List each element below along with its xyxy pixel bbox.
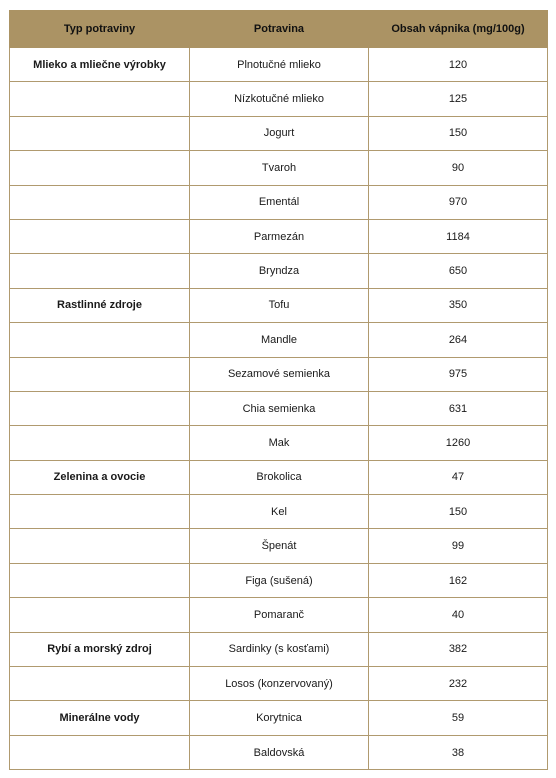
- cell-calcium-value: 150: [369, 495, 548, 529]
- calcium-content-table: [9, 10, 548, 770]
- cell-food: Sardinky (s kosťami): [190, 632, 369, 666]
- cell-calcium-value: 120: [369, 48, 548, 82]
- cell-food-type: [10, 391, 190, 425]
- table-row: [10, 48, 548, 82]
- cell-food: Brokolica: [190, 460, 369, 494]
- header-food: Potravina: [190, 11, 369, 48]
- table-row: [10, 563, 548, 597]
- cell-food: Mandle: [190, 323, 369, 357]
- cell-food-type: [10, 254, 190, 288]
- table-header: [10, 11, 548, 48]
- cell-food: Nízkotučné mlieko: [190, 82, 369, 116]
- cell-calcium-value: 975: [369, 357, 548, 391]
- cell-food-type: Rybí a morský zdroj: [10, 632, 190, 666]
- cell-food: Mak: [190, 426, 369, 460]
- cell-food-type: [10, 185, 190, 219]
- cell-food: Figa (sušená): [190, 563, 369, 597]
- table-body: [10, 48, 548, 770]
- table-row: [10, 460, 548, 494]
- cell-calcium-value: 232: [369, 667, 548, 701]
- cell-food-type: [10, 426, 190, 460]
- cell-calcium-value: 40: [369, 598, 548, 632]
- calcium-table-container: [9, 10, 547, 770]
- header-row: [10, 11, 548, 48]
- cell-food: Chia semienka: [190, 391, 369, 425]
- cell-food: Plnotučné mlieko: [190, 48, 369, 82]
- cell-calcium-value: 162: [369, 563, 548, 597]
- table-row: [10, 735, 548, 769]
- cell-food-type: [10, 735, 190, 769]
- cell-food: Tvaroh: [190, 151, 369, 185]
- table-row: [10, 116, 548, 150]
- cell-calcium-value: 47: [369, 460, 548, 494]
- cell-food-type: [10, 357, 190, 391]
- header-food-type: Typ potraviny: [10, 11, 190, 48]
- cell-food-type: Rastlinné zdroje: [10, 288, 190, 322]
- cell-food: Kel: [190, 495, 369, 529]
- cell-calcium-value: 90: [369, 151, 548, 185]
- cell-food: Korytnica: [190, 701, 369, 735]
- cell-food: Sezamové semienka: [190, 357, 369, 391]
- table-row: [10, 701, 548, 735]
- table-row: [10, 185, 548, 219]
- cell-food-type: [10, 219, 190, 253]
- cell-food: Špenát: [190, 529, 369, 563]
- cell-calcium-value: 59: [369, 701, 548, 735]
- cell-food-type: [10, 667, 190, 701]
- cell-calcium-value: 350: [369, 288, 548, 322]
- cell-calcium-value: 650: [369, 254, 548, 288]
- cell-calcium-value: 264: [369, 323, 548, 357]
- table-row: [10, 391, 548, 425]
- cell-food-type: [10, 116, 190, 150]
- cell-food: Pomaranč: [190, 598, 369, 632]
- table-row: [10, 254, 548, 288]
- table-row: [10, 495, 548, 529]
- table-row: [10, 426, 548, 460]
- table-row: [10, 323, 548, 357]
- table-row: [10, 529, 548, 563]
- cell-calcium-value: 1184: [369, 219, 548, 253]
- cell-calcium-value: 38: [369, 735, 548, 769]
- cell-food-type: [10, 151, 190, 185]
- cell-food-type: [10, 563, 190, 597]
- cell-calcium-value: 970: [369, 185, 548, 219]
- table-row: [10, 632, 548, 666]
- cell-food: Bryndza: [190, 254, 369, 288]
- cell-food: Ementál: [190, 185, 369, 219]
- table-row: [10, 219, 548, 253]
- cell-calcium-value: 382: [369, 632, 548, 666]
- cell-calcium-value: 1260: [369, 426, 548, 460]
- cell-food: Baldovská: [190, 735, 369, 769]
- cell-calcium-value: 631: [369, 391, 548, 425]
- cell-calcium-value: 99: [369, 529, 548, 563]
- cell-food-type: [10, 323, 190, 357]
- header-calcium-content: Obsah vápnika (mg/100g): [369, 11, 548, 48]
- table-row: [10, 357, 548, 391]
- cell-food-type: Minerálne vody: [10, 701, 190, 735]
- cell-calcium-value: 150: [369, 116, 548, 150]
- cell-food: Losos (konzervovaný): [190, 667, 369, 701]
- table-row: [10, 667, 548, 701]
- cell-food-type: Mlieko a mliečne výrobky: [10, 48, 190, 82]
- table-row: [10, 288, 548, 322]
- cell-food-type: Zelenina a ovocie: [10, 460, 190, 494]
- cell-food-type: [10, 529, 190, 563]
- cell-calcium-value: 125: [369, 82, 548, 116]
- table-row: [10, 598, 548, 632]
- cell-food-type: [10, 495, 190, 529]
- cell-food: Tofu: [190, 288, 369, 322]
- cell-food-type: [10, 82, 190, 116]
- table-row: [10, 151, 548, 185]
- cell-food-type: [10, 598, 190, 632]
- cell-food: Jogurt: [190, 116, 369, 150]
- cell-food: Parmezán: [190, 219, 369, 253]
- table-row: [10, 82, 548, 116]
